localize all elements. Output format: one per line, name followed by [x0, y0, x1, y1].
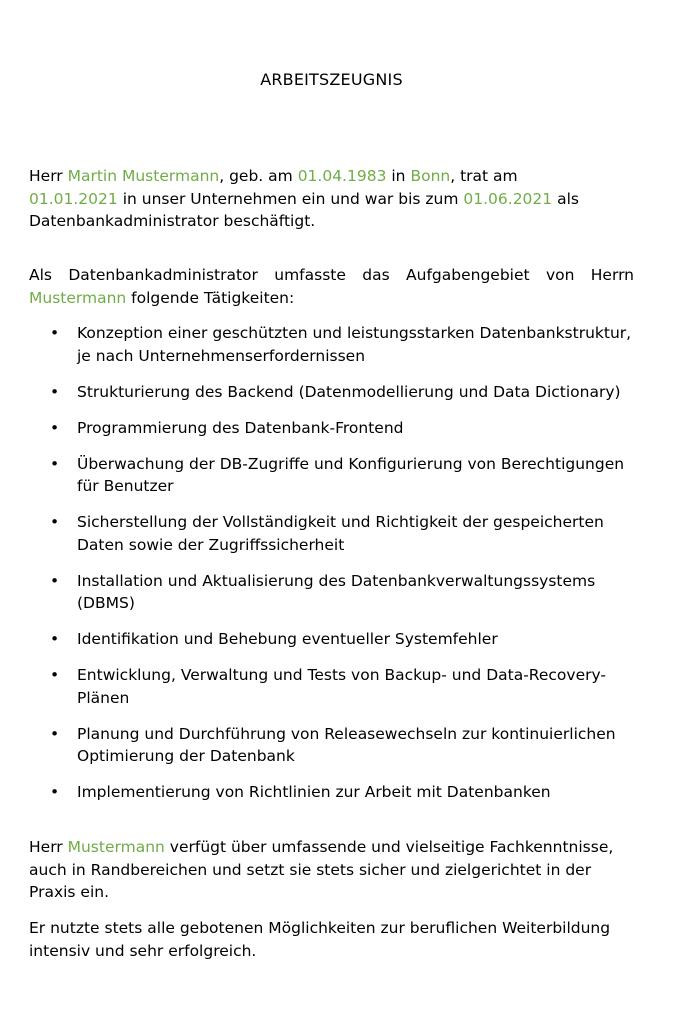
document-title: ARBEITSZEUGNIS [260, 70, 403, 89]
bullet-icon: • [50, 630, 60, 648]
duties-surname: Mustermann [29, 288, 127, 307]
bullet-icon: • [50, 724, 60, 743]
bullet-icon: • [50, 324, 60, 342]
intro-salutation: Herr [29, 167, 63, 185]
bullet-icon: • [50, 513, 60, 531]
task-text: Konzeption einer geschützten und leistungsstarken Datenbankstruktur, je nach Unternehmenserfordernissen [77, 324, 632, 365]
bullet-icon: • [50, 666, 60, 684]
list-item [29, 723, 639, 768]
intro-paragraph [29, 165, 634, 233]
intro-company-text: in unser Unternehmen ein und war bis zum [122, 189, 459, 208]
end-date: 01.06.2021 [463, 189, 553, 208]
birth-date: 01.04.1983 [297, 167, 387, 185]
skills-surname: Mustermann [67, 838, 165, 856]
start-date: 01.01.2021 [29, 189, 118, 208]
training-paragraph: Er nutzte stets alle gebotenen Möglichkeiten zur beruflichen Weiterbildung intensiv und sehr erfolgreich. [29, 919, 611, 960]
duties-intro-paragraph [29, 264, 634, 309]
duties-intro-prefix: Als Datenbankadministrator umfasste das Aufgabengebiet von Herrn [29, 266, 634, 284]
list-item [29, 417, 639, 440]
list-item [29, 628, 639, 651]
skills-paragraph [29, 836, 634, 904]
intro-born-text: , geb. am [219, 167, 293, 185]
list-item [29, 453, 639, 498]
skills-text: verfügt über umfassende und vielseitige Fachkenntnisse, auch in Randbereichen und setzt sie stets sicher und zielgerichtet in der Praxis ein. [29, 838, 614, 901]
employee-name: Martin Mustermann [67, 167, 220, 185]
intro-joined-text: , trat am [450, 167, 518, 185]
task-list [29, 322, 639, 817]
skills-salutation: Herr [29, 838, 63, 856]
birth-place: Bonn [410, 167, 451, 185]
bullet-icon: • [50, 783, 60, 801]
list-item [29, 322, 639, 367]
duties-intro-suffix: folgende Tätigkeiten: [131, 288, 295, 307]
intro-role-text: als Datenbankadministrator beschäftigt. [29, 189, 579, 230]
bullet-icon: • [50, 382, 60, 401]
list-item [29, 511, 639, 556]
task-text: Implementierung von Richtlinien zur Arbeit mit Datenbanken [77, 783, 551, 801]
bullet-icon: • [50, 454, 60, 473]
task-text: Identifikation und Behebung eventueller Systemfehler [77, 630, 498, 648]
list-item [29, 570, 639, 615]
task-text: Strukturierung des Backend (Datenmodellierung und Data Dictionary) [77, 382, 621, 401]
task-text: Planung und Durchführung von Releasewechseln zur kontinuierlichen Optimierung der Datenbank [77, 724, 616, 765]
list-item [29, 781, 639, 804]
task-text: Installation und Aktualisierung des Datenbankverwaltungssystems (DBMS) [77, 571, 596, 612]
task-text: Entwicklung, Verwaltung und Tests von Backup- und Data-Recovery-Plänen [77, 666, 606, 707]
task-text: Sicherstellung der Vollständigkeit und Richtigkeit der gespeicherten Daten sowie der Zugriffssicherheit [77, 513, 604, 554]
intro-in-text: in [391, 167, 406, 185]
task-text: Programmierung des Datenbank-Frontend [77, 418, 404, 437]
list-item [29, 381, 639, 404]
bullet-icon: • [50, 571, 60, 590]
list-item [29, 664, 639, 709]
task-text: Überwachung der DB-Zugriffe und Konfigurierung von Berechtigungen für Benutzer [77, 454, 625, 495]
bullet-icon: • [50, 418, 60, 437]
